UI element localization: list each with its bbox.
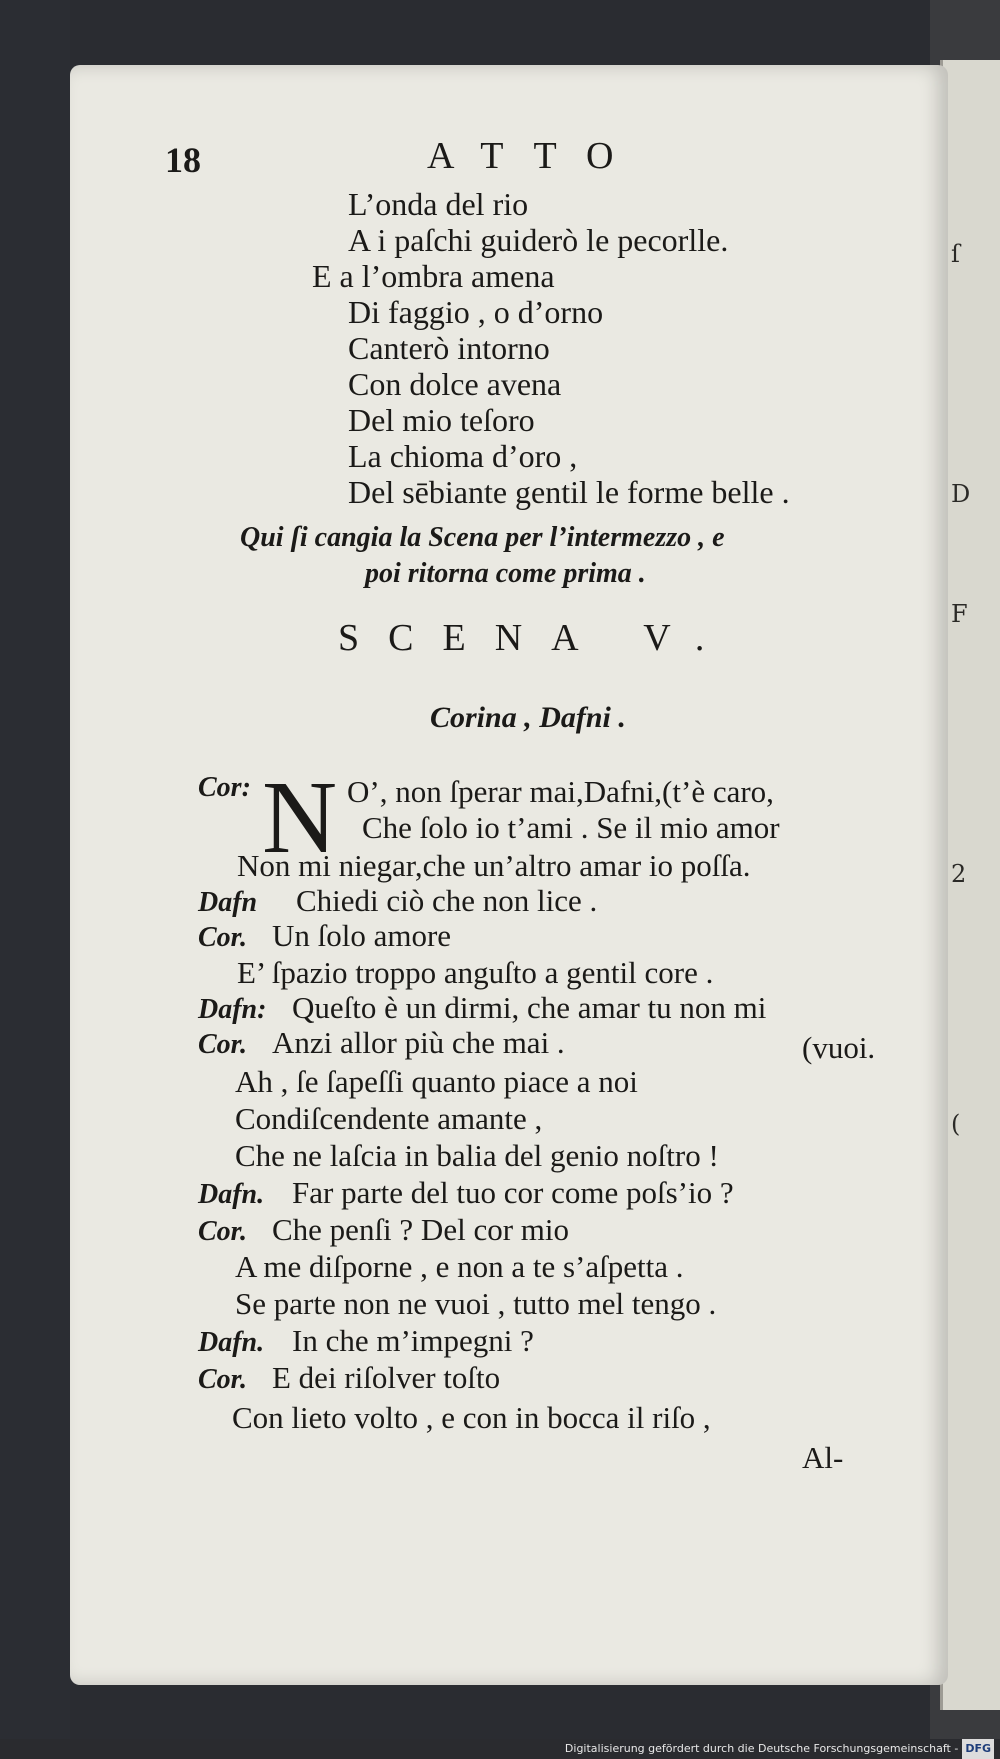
scene-characters: Corina , Dafni .	[430, 701, 626, 734]
stage-direction: poi ritorna come prima .	[365, 558, 646, 589]
running-head: ATTO	[427, 135, 644, 177]
speaker-label: Cor.	[198, 1216, 248, 1247]
scene-title: SCENA V.	[338, 617, 734, 659]
verse-line: A i paſchi guiderò le pecorlle.	[348, 222, 729, 258]
verse-line: Di faggio , o d’orno	[348, 294, 604, 330]
speaker-label: Cor.	[198, 922, 248, 953]
catchword: Al-	[802, 1440, 844, 1475]
dialogue-line: E dei riſolver toſto	[272, 1360, 501, 1395]
speaker-label: Cor:	[198, 772, 251, 803]
speaker-label: Dafn.	[198, 1327, 265, 1358]
dfg-logo: DFG	[962, 1739, 994, 1759]
dialogue-line: Far parte del tuo cor come poſs’io ?	[292, 1175, 734, 1210]
drop-cap: N	[262, 760, 338, 875]
dialogue-line: E’ ſpazio troppo anguſto a gentil core .	[237, 955, 714, 990]
adjacent-page-edge: ſ D F 2 (	[940, 60, 1000, 1710]
footer-text: Digitalisierung gefördert durch die Deutsche Forschungsgemeinschaft -	[564, 1742, 959, 1755]
dialogue-line-turnover: (vuoi.	[802, 1030, 876, 1065]
dialogue-line: O’, non ſperar mai,Dafni,(t’è caro,	[347, 774, 774, 809]
dialogue-line: Che ſolo io t’ami . Se il mio amor	[362, 810, 780, 845]
dialogue-line: Anzi allor più che mai .	[272, 1025, 565, 1060]
dialogue-line: Che penſi ? Del cor mio	[272, 1212, 569, 1247]
dialogue-line: A me diſporne , e non a te s’aſpetta .	[235, 1249, 684, 1284]
stage-direction: Qui ſi cangia la Scena per l’intermezzo , e	[240, 522, 725, 553]
verse-line: Canterò intorno	[348, 330, 550, 366]
dialogue-line: Un ſolo amore	[272, 918, 452, 953]
verse-line: Del sēbiante gentil le forme belle .	[348, 474, 790, 510]
dialogue-line: Condiſcendente amante ,	[235, 1101, 543, 1136]
speaker-label: Dafn.	[198, 1179, 265, 1210]
verse-line: La chioma d’oro ,	[348, 438, 578, 474]
page-number: 18	[165, 140, 201, 180]
dialogue-line: Con lieto volto , e con in bocca il riſo ,	[232, 1400, 711, 1435]
speaker-label: Cor.	[198, 1029, 248, 1060]
verse-line: L’onda del rio	[348, 186, 529, 222]
speaker-label: Cor.	[198, 1364, 248, 1395]
digitization-footer	[0, 1739, 1000, 1759]
scanner-background-left	[0, 0, 70, 1759]
dialogue-line: In che m’impegni ?	[292, 1323, 534, 1358]
verse-line: Del mio teſoro	[348, 402, 535, 438]
dialogue-line: Ah , ſe ſapeſſi quanto piace a noi	[235, 1064, 638, 1099]
dialogue-line: Se parte non ne vuoi , tutto mel tengo .	[235, 1286, 717, 1321]
dialogue-line: Queſto è un dirmi, che amar tu non mi	[292, 990, 767, 1025]
verse-line: Con dolce avena	[348, 366, 562, 402]
dialogue-line: Chiedi ciò che non lice .	[296, 883, 598, 918]
speaker-label: Dafn	[198, 887, 258, 918]
dialogue-line: Che ne laſcia in balia del genio noſtro !	[235, 1138, 719, 1173]
dialogue-line: Non mi niegar,che un’altro amar io poſſa.	[237, 848, 751, 883]
verse-line: E a l’ombra amena	[312, 258, 555, 294]
speaker-label: Dafn:	[198, 994, 267, 1025]
